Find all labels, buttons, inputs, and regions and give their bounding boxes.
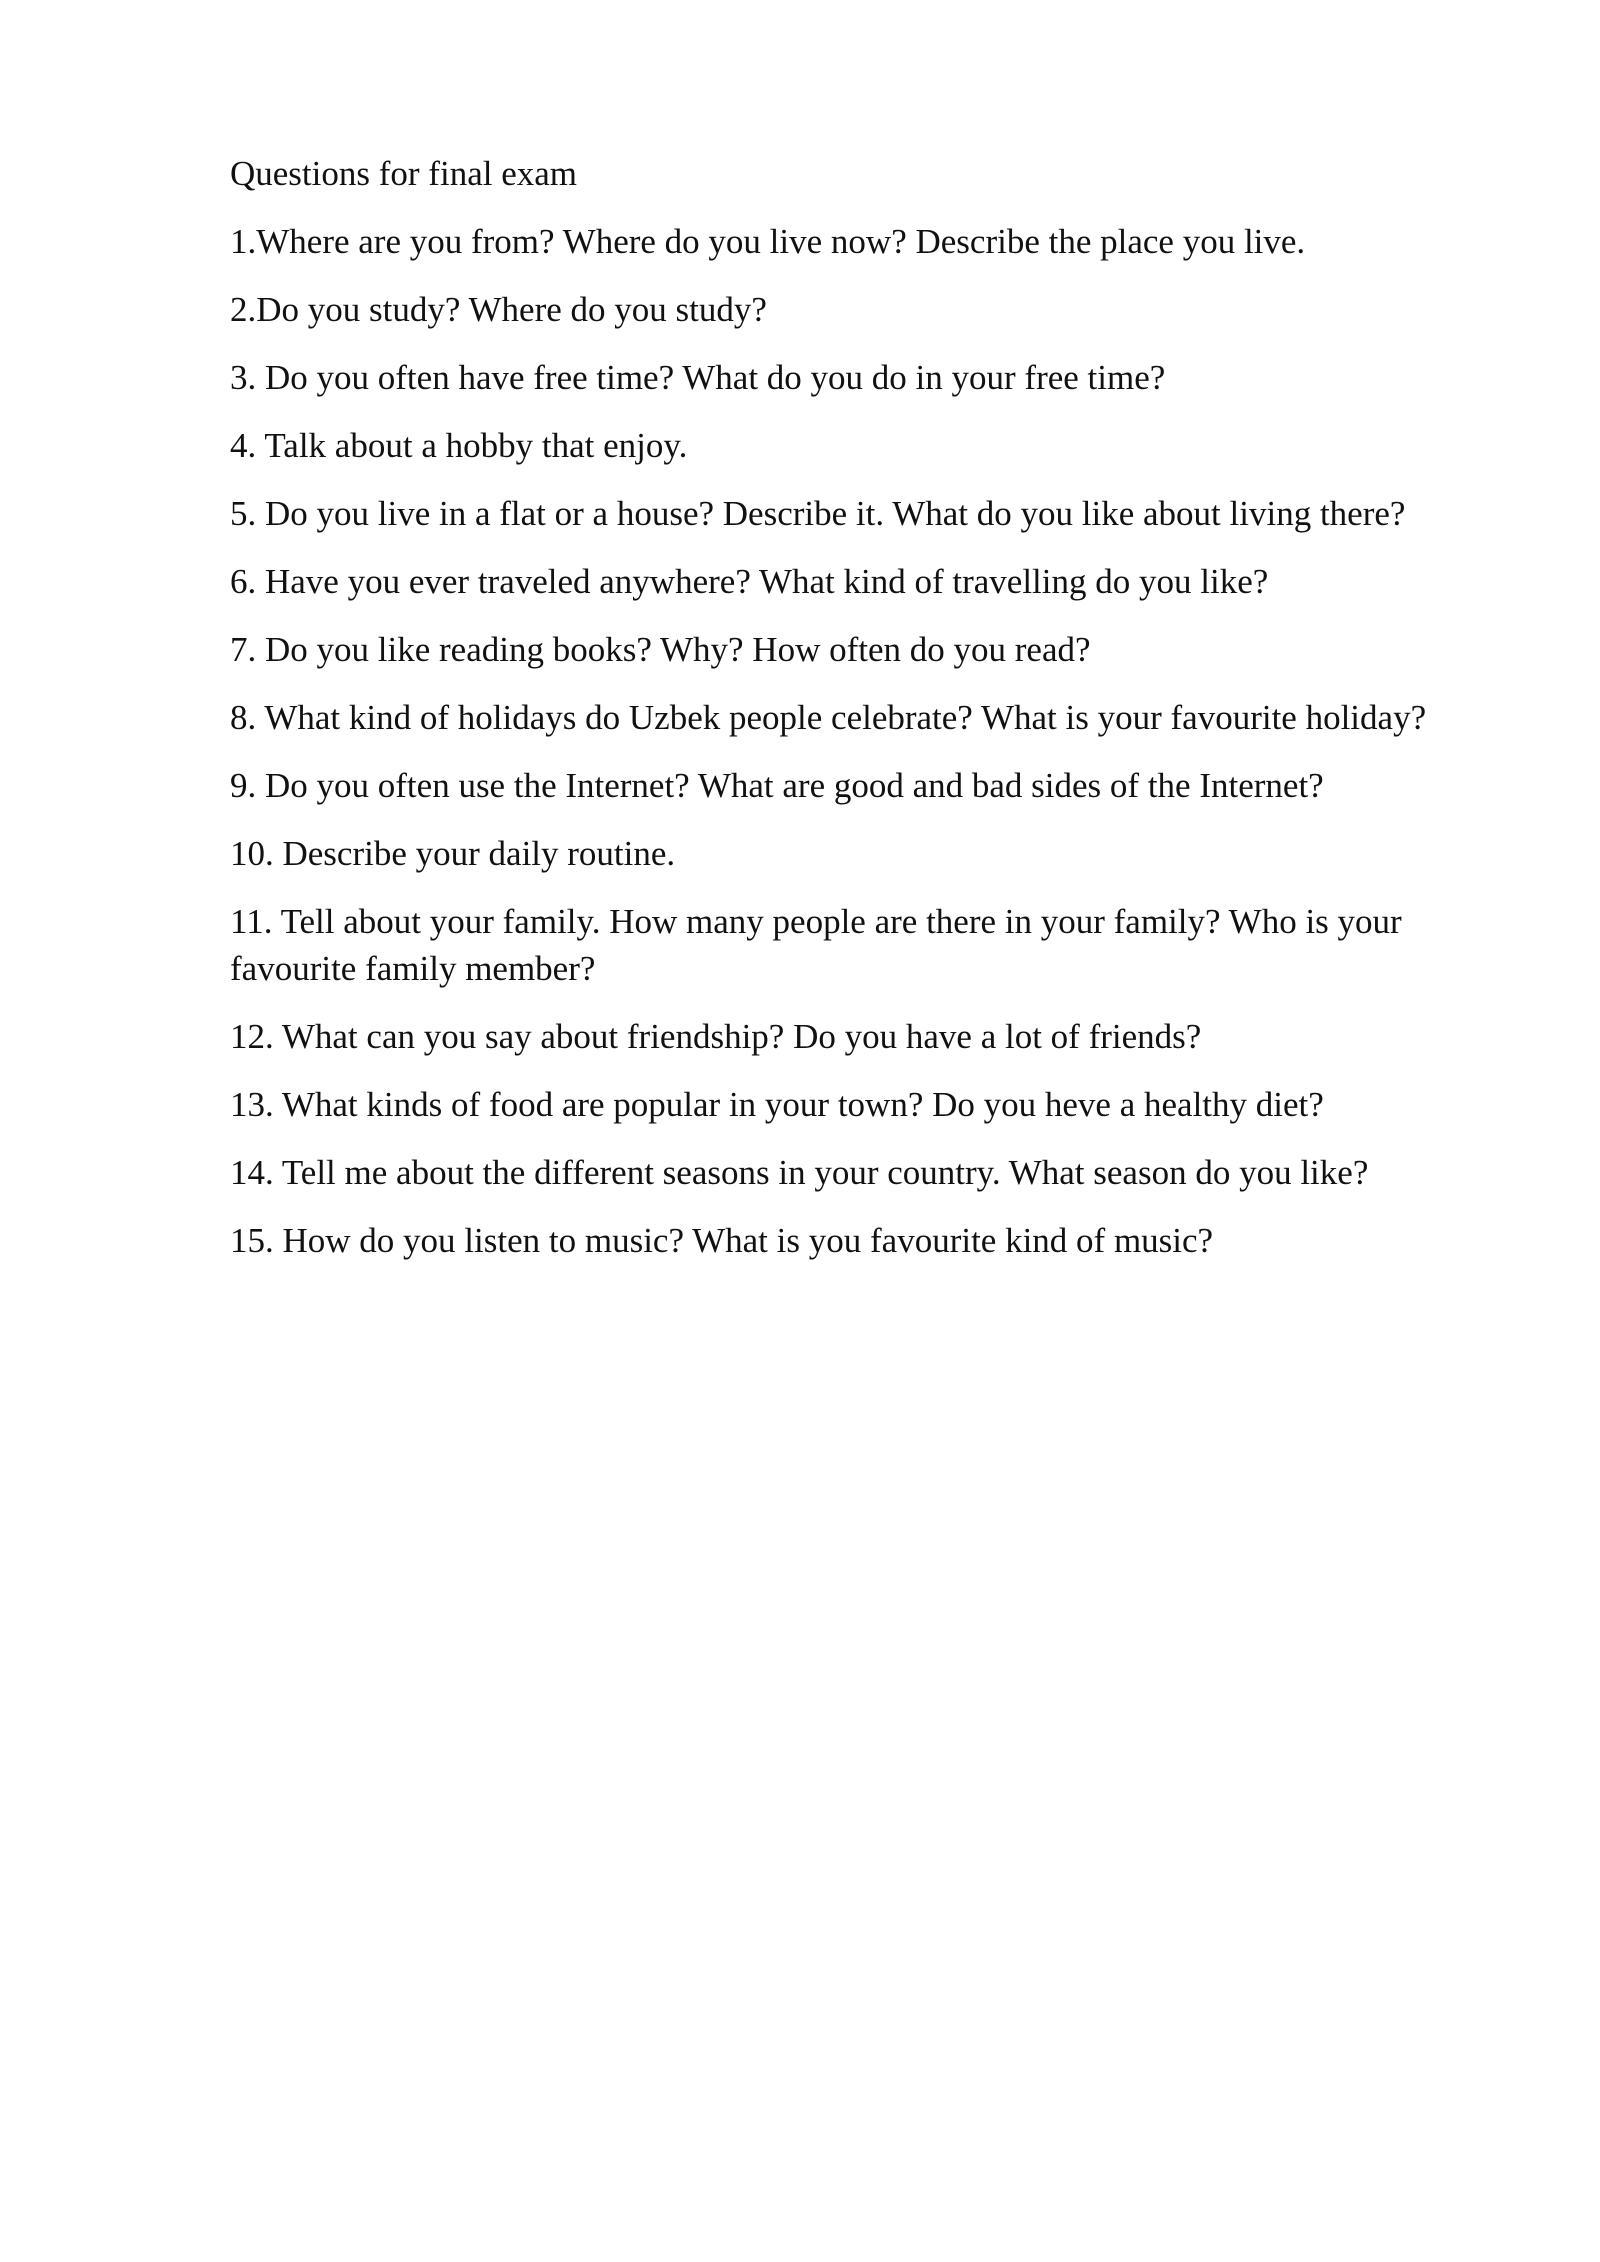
document-title: Questions for final exam: [230, 154, 577, 193]
question-13: 13. What kinds of food are popular in your town? Do you heve a healthy diet?: [230, 1085, 1324, 1124]
document-body: [230, 150, 1480, 1285]
question-list: [230, 218, 1480, 1264]
question-7: 7. Do you like reading books? Why? How often do you read?: [230, 630, 1091, 669]
question-9: 9. Do you often use the Internet? What are good and bad sides of the Internet?: [230, 766, 1324, 805]
question-14: 14. Tell me about the different seasons in your country. What season do you like?: [230, 1153, 1369, 1192]
question-8: 8. What kind of holidays do Uzbek people celebrate? What is your favourite holiday?: [230, 698, 1427, 737]
question-1: 1.Where are you from? Where do you live now? Describe the place you live.: [230, 222, 1306, 261]
question-4: 4. Talk about a hobby that enjoy.: [230, 426, 688, 465]
question-11: 11. Tell about your family. How many people are there in your family? Who is your favourite family member?: [230, 902, 1402, 988]
question-3: 3. Do you often have free time? What do you do in your free time?: [230, 358, 1166, 397]
question-12: 12. What can you say about friendship? Do you have a lot of friends?: [230, 1017, 1202, 1056]
question-10: 10. Describe your daily routine.: [230, 834, 676, 873]
question-15: 15. How do you listen to music? What is you favourite kind of music?: [230, 1221, 1214, 1260]
question-2: 2.Do you study? Where do you study?: [230, 290, 767, 329]
question-5: 5. Do you live in a flat or a house? Describe it. What do you like about living there?: [230, 494, 1406, 533]
question-6: 6. Have you ever traveled anywhere? What kind of travelling do you like?: [230, 562, 1269, 601]
